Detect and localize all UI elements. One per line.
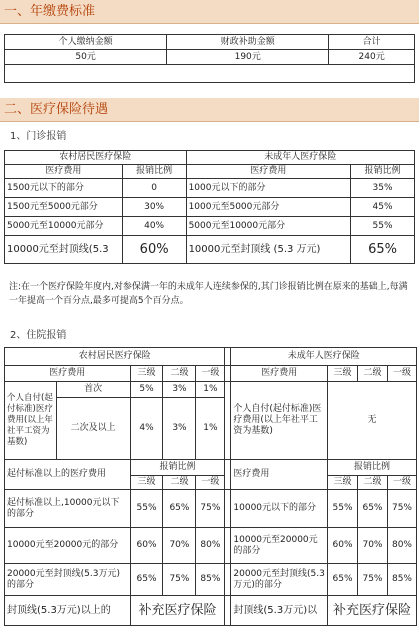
- level-2: 二级: [358, 476, 388, 490]
- last-row-label: 封顶线(5.3万元)以: [231, 596, 328, 626]
- level-2: 二级: [163, 366, 196, 382]
- minor-self-pay-value: 无: [328, 382, 417, 460]
- empty-row: [5, 65, 415, 83]
- group-rural: 农村居民医疗保险: [5, 151, 187, 165]
- row-label: 10000元至20000元的部分: [231, 528, 328, 564]
- col-cost: 医疗费用: [5, 366, 131, 382]
- cell: 65%: [358, 490, 388, 528]
- last-row-label: 封顶线(5.3万元)以上的: [5, 596, 131, 626]
- cell: 65%: [163, 490, 196, 528]
- cell: 30%: [122, 198, 186, 217]
- row-label: 10000元至20000元的部分: [5, 528, 131, 564]
- cell: 40%: [122, 217, 186, 236]
- header-total: 合计: [329, 35, 415, 50]
- cell: 75%: [196, 490, 225, 528]
- cell: 10000元至封顶线(5.3: [5, 236, 123, 264]
- cell: 3%: [163, 382, 196, 398]
- cell: 60%: [130, 528, 163, 564]
- cell: 70%: [163, 528, 196, 564]
- col-cost: 医疗费用: [186, 165, 351, 179]
- cell: 80%: [387, 528, 416, 564]
- ratio-label: 报销比例: [130, 460, 225, 476]
- cell: 60%: [328, 528, 358, 564]
- value-subsidy: 190元: [167, 50, 329, 65]
- value-personal: 50元: [5, 50, 167, 65]
- level-3: 三级: [130, 476, 163, 490]
- minor-self-pay-label: 个人自付(起付标准)医疗费用(以上年社平工资为基数): [231, 382, 328, 460]
- cell: 55%: [328, 490, 358, 528]
- cell: 1000元以下的部分: [186, 179, 351, 198]
- minor-cost-label: 医疗费用: [231, 460, 328, 490]
- cell: 75%: [358, 564, 388, 596]
- last-row-value: 补充医疗保险: [130, 596, 225, 626]
- outpatient-table: [4, 150, 415, 264]
- section-2-title: 二、医疗保险待遇: [0, 98, 419, 122]
- group-rural: 农村居民医疗保险: [5, 348, 225, 366]
- cell: 80%: [196, 528, 225, 564]
- cell: 55%: [130, 490, 163, 528]
- above-label: 起付标准以上的医疗费用: [5, 460, 131, 490]
- col-ratio: 报销比例: [122, 165, 186, 179]
- col-cost: 医疗费用: [5, 165, 123, 179]
- inpatient-title: 2、住院报销: [10, 330, 67, 341]
- cell: 5%: [130, 382, 163, 398]
- cell: 0: [122, 179, 186, 198]
- cell: 1500元以下的部分: [5, 179, 123, 198]
- level-1: 一级: [196, 366, 225, 382]
- cell: 65%: [351, 236, 415, 264]
- outpatient-note: 注:在一个医疗保险年度内,对参保满一年的未成年人连续参保的,其门诊报销比例在原来的基础上,每满一年提高一个百分点,最多可提高5个百分点。: [9, 282, 408, 306]
- cell: 75%: [387, 490, 416, 528]
- col-ratio: 报销比例: [351, 165, 415, 179]
- row-label: 10000元以下的部分: [231, 490, 328, 528]
- ratio-label: 报销比例: [328, 460, 417, 476]
- cell: 85%: [387, 564, 416, 596]
- cell: 65%: [130, 564, 163, 596]
- cell: 5000元至10000元部分: [186, 217, 351, 236]
- header-personal: 个人缴纳金额: [5, 35, 167, 50]
- second-label: 二次及以上: [56, 398, 130, 460]
- cell: 10000元至封顶线 (5.3 万元): [186, 236, 351, 264]
- last-row-value: 补充医疗保险: [328, 596, 417, 626]
- cell: 1000元至5000元部分: [186, 198, 351, 217]
- cell: 55%: [351, 217, 415, 236]
- cell: 45%: [351, 198, 415, 217]
- header-subsidy: 财政补助金额: [167, 35, 329, 50]
- fee-table: [4, 34, 415, 83]
- cell: 1%: [196, 382, 225, 398]
- level-3: 三级: [328, 476, 358, 490]
- col-cost: 医疗费用: [231, 366, 328, 382]
- cell: 1500元至5000元部分: [5, 198, 123, 217]
- cell: 3%: [163, 398, 196, 460]
- value-total: 240元: [329, 50, 415, 65]
- cell: 85%: [196, 564, 225, 596]
- first-label: 首次: [56, 382, 130, 398]
- cell: 65%: [328, 564, 358, 596]
- row-label: 起付标准以上,10000元以下的部分: [5, 490, 131, 528]
- cell: 70%: [358, 528, 388, 564]
- level-1: 一级: [196, 476, 225, 490]
- group-minor: 未成年人医疗保险: [186, 151, 414, 165]
- inpatient-table: [4, 347, 417, 626]
- level-3: 三级: [328, 366, 358, 382]
- section-1-title: 一、年缴费标准: [0, 0, 419, 24]
- cell: 1%: [196, 398, 225, 460]
- cell: 4%: [130, 398, 163, 460]
- self-pay-label: 个人自付(起付标准)医疗费用(以上年社平工资为基数): [5, 382, 57, 460]
- row-label: 20000元至封顶线(5.3万元)的部分: [231, 564, 328, 596]
- cell: 35%: [351, 179, 415, 198]
- level-2: 二级: [163, 476, 196, 490]
- outpatient-title: 1、门诊报销: [10, 131, 67, 142]
- level-1: 一级: [387, 366, 416, 382]
- row-label: 20000元至封顶线(5.3万元)的部分: [5, 564, 131, 596]
- level-3: 三级: [130, 366, 163, 382]
- level-1: 一级: [387, 476, 416, 490]
- level-2: 二级: [358, 366, 388, 382]
- cell: 5000元至10000元部分: [5, 217, 123, 236]
- cell: 75%: [163, 564, 196, 596]
- cell: 60%: [122, 236, 186, 264]
- group-minor: 未成年人医疗保险: [231, 348, 417, 366]
